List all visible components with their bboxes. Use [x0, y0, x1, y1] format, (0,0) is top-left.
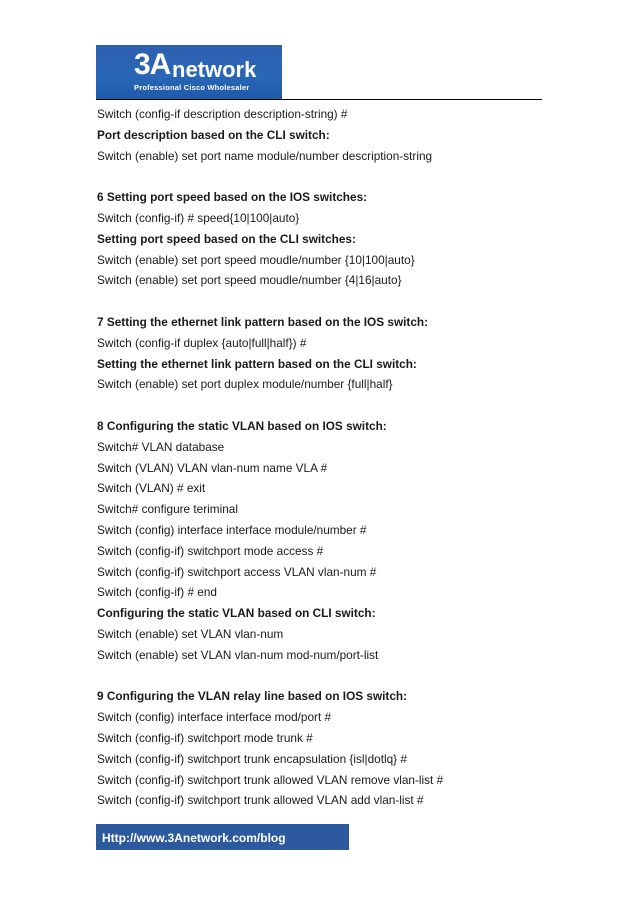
command-line: Switch (enable) set port speed moudle/number {10|100|auto} [97, 252, 415, 267]
command-line: Switch (config-if) switchport mode trunk # [97, 730, 313, 745]
section-heading: 9 Configuring the VLAN relay line based on IOS switch: [97, 689, 408, 704]
logo-brand-b: network [172, 57, 257, 82]
section-heading: Port description based on the CLI switch: [97, 127, 330, 142]
logo-brand-a: 3A [134, 48, 171, 81]
command-line: Switch (config) interface interface module/number # [97, 522, 367, 537]
command-line: Switch (config-if) # speed{10|100|auto} [97, 210, 300, 225]
command-line: Switch (enable) set port duplex module/number {full|half} [97, 377, 393, 392]
blank-line [97, 166, 537, 187]
section-heading: 8 Configuring the static VLAN based on IOS switch: [97, 418, 387, 433]
blank-line [97, 395, 537, 416]
section-heading: Configuring the static VLAN based on CLI switch: [97, 606, 376, 621]
command-line: Switch (VLAN) VLAN vlan-num name VLA # [97, 460, 328, 475]
section-heading: Setting the ethernet link pattern based on the CLI switch: [97, 356, 417, 371]
section-heading: Setting port speed based on the CLI switches: [97, 231, 356, 246]
blank-line [97, 291, 537, 312]
section-heading: 7 Setting the ethernet link pattern based on the IOS switch: [97, 314, 429, 329]
command-line: Switch (config-if description description-string) # [97, 107, 348, 121]
command-line: Switch (config-if) switchport trunk encapsulation {isl|dotlq} # [97, 751, 407, 766]
command-line: Switch (config-if) switchport mode access # [97, 543, 324, 558]
logo-subtitle: Professional Cisco Wholesaler [134, 83, 250, 92]
command-line: Switch# VLAN database [97, 439, 225, 454]
footer-url-banner[interactable]: Http://www.3Anetwork.com/blog [96, 824, 349, 850]
command-line: Switch (config-if) switchport trunk allowed VLAN add vlan-list # [97, 793, 424, 808]
command-line: Switch (VLAN) # exit [97, 481, 206, 496]
command-line: Switch (config-if) switchport trunk allowed VLAN remove vlan-list # [97, 772, 444, 787]
command-line: Switch (config-if) # end [97, 585, 217, 600]
command-line: Switch (config-if) switchport access VLAN vlan-num # [97, 564, 377, 579]
command-line: Switch (config-if duplex {auto|full|half}) # [97, 335, 307, 350]
command-line: Switch (enable) set VLAN vlan-num [97, 626, 284, 641]
header-divider [96, 99, 542, 100]
document-body [97, 104, 537, 811]
blank-line [97, 666, 537, 687]
command-line: Switch (config) interface interface mod/port # [97, 710, 332, 725]
command-line: Switch (enable) set VLAN vlan-num mod-num/port-list [97, 647, 379, 662]
brand-logo [96, 45, 282, 99]
command-line: Switch (enable) set port name module/number description-string [97, 148, 433, 163]
command-line: Switch# configure teriminal [97, 502, 238, 517]
command-line: Switch (enable) set port speed moudle/number {4|16|auto} [97, 273, 402, 288]
section-heading: 6 Setting port speed based on the IOS switches: [97, 190, 368, 205]
